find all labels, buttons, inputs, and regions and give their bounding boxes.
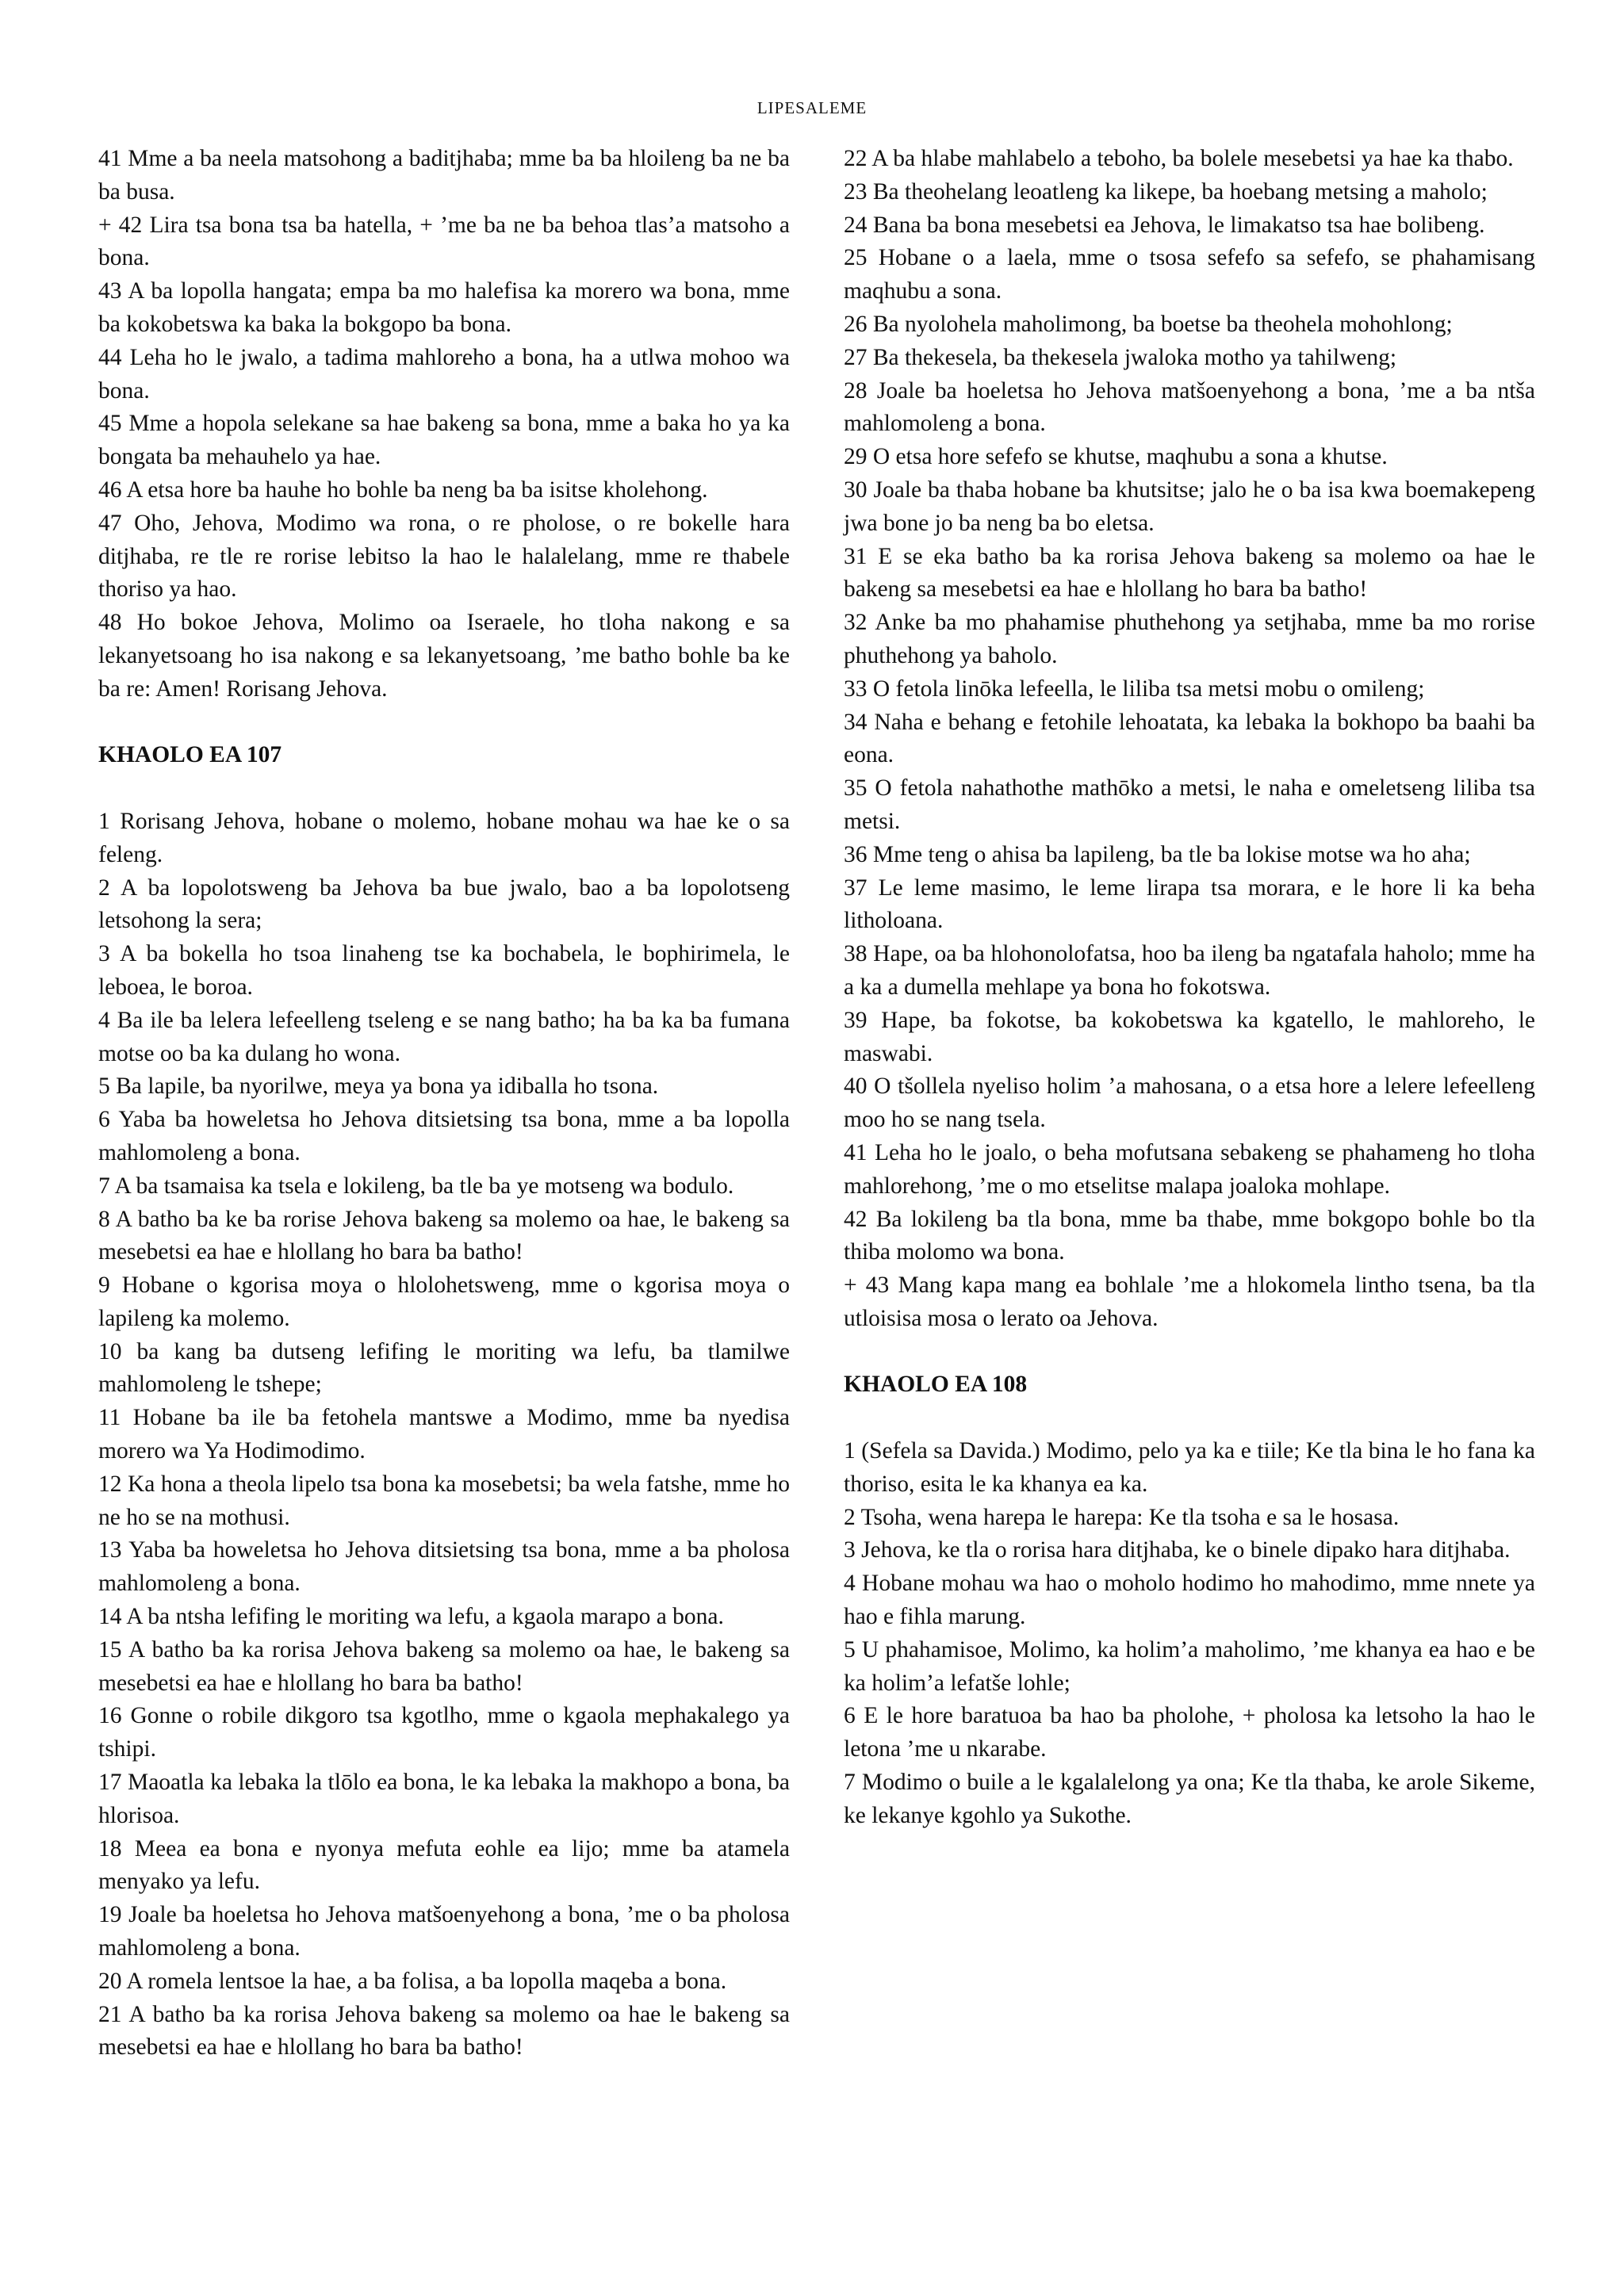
verse: 4 Hobane mohau wa hao o moholo hodimo ho mahodimo, mme nnete ya hao e fihla marung. — [844, 1571, 1535, 1630]
verse: 30 Joale ba thaba hobane ba khutsitse; jalo he o ba isa kwa boemakepeng jwa bone jo ba neng ba bo eletsa. — [844, 476, 1535, 536]
verses-block-right-top — [844, 143, 1535, 1336]
verse: 43 A ba lopolla hangata; empa ba mo halefisa ka morero wa bona, mme ba kokobetswa ka baka la bokgopo ba bona. — [98, 278, 790, 337]
verse: 3 Jehova, ke tla o rorisa hara ditjhaba, ke o binele dipako hara ditjhaba. — [844, 1537, 1511, 1563]
verses-block-left-top — [98, 143, 790, 706]
verse: + 43 Mang kapa mang ea bohlale ’me a hlokomela lintho tsena, ba tla utloisisa mosa o lerato oa Jehova. — [844, 1272, 1535, 1331]
verse: 5 U phahamisoe, Molimo, ka holim’a maholimo, ’me khanya ea hao e be ka holim’a lefatše lohle; — [844, 1636, 1535, 1696]
verse: 2 A ba lopolotsweng ba Jehova ba bue jwalo, bao a ba lopolotseng letsohong la sera; — [98, 874, 790, 934]
verse: 46 A etsa hore ba hauhe ho bohle ba neng ba ba isitse kholehong. — [98, 476, 708, 503]
verse: 1 (Sefela sa Davida.) Modimo, pelo ya ka e tiile; Ke tla bina le ho fana ka thoriso, esita le ka khanya ea ka. — [844, 1438, 1535, 1497]
right-column — [844, 143, 1535, 1833]
verse: 38 Hape, oa ba hlohonolofatsa, hoo ba ileng ba ngatafala haholo; mme ha a ka a dumella mehlape ya bona ho fokotswa. — [844, 941, 1535, 1000]
verse: 7 Modimo o buile a le kgalalelong ya ona; Ke tla thaba, ke arole Sikeme, ke lekanye kgohlo ya Sukothe. — [844, 1770, 1535, 1828]
verse: 6 E le hore baratuoa ba hao ba pholohe, + pholosa ka letsoho la hao le letona ’me u nkarabe. — [844, 1703, 1535, 1762]
verses-block-left-bottom — [98, 806, 790, 2064]
verse: 5 Ba lapile, ba nyorilwe, meya ya bona ya idiballa ho tsona. — [98, 1073, 659, 1100]
verse: 8 A batho ba ke ba rorise Jehova bakeng sa molemo oa hae, le bakeng sa mesebetsi ea hae e hlollang ho bara ba batho! — [98, 1206, 790, 1265]
verse: 21 A batho ba ka rorisa Jehova bakeng sa molemo oa hae le bakeng sa mesebetsi ea hae e hlollang ho bara ba batho! — [98, 2001, 790, 2061]
verse: 6 Yaba ba howeletsa ho Jehova ditsietsing tsa bona, mme a ba lopolla mahlomoleng a bona. — [98, 1107, 790, 1165]
chapter-heading: KHAOLO EA 108 — [844, 1372, 1028, 1398]
verse: 37 Le leme masimo, le leme lirapa tsa morara, e le hore li ka beha litholoana. — [844, 874, 1535, 934]
verse: 2 Tsoha, wena harepa le harepa: Ke tla tsoha e sa le hosasa. — [844, 1504, 1400, 1530]
verse: 35 O fetola nahathothe mathōko a metsi, le naha e omeletseng liliba tsa metsi. — [844, 775, 1535, 834]
verses-block-right-bottom — [844, 1435, 1535, 1833]
verse: 44 Leha ho le jwalo, a tadima mahloreho a bona, ha a utlwa mohoo wa bona. — [98, 344, 790, 404]
verse: 14 A ba ntsha lefifing le moriting wa lefu, a kgaola marapo a bona. — [98, 1604, 724, 1630]
verse: 1 Rorisang Jehova, hobane o molemo, hobane mohau wa hae ke o sa feleng. — [98, 808, 790, 867]
verse: 25 Hobane o a laela, mme o tsosa sefefo sa sefefo, se phahamisang maqhubu a sona. — [844, 245, 1535, 304]
verse: 13 Yaba ba howeletsa ho Jehova ditsietsing tsa bona, mme a ba pholosa mahlomoleng a bona. — [98, 1537, 790, 1597]
verse: 16 Gonne o robile dikgoro tsa kgotlho, mme o kgaola mephakalego ya tshipi. — [98, 1703, 790, 1762]
verse: 48 Ho bokoe Jehova, Molimo oa Iseraele, ho tloha nakong e sa lekanyetsoang ho isa nakong e sa lekanyetsoang, ’me batho bohle ba ke ba re: Amen! Rorisang Jehova. — [98, 610, 790, 702]
verse: 33 O fetola linōka lefeella, le liliba tsa metsi mobu o omileng; — [844, 675, 1425, 702]
verse: 32 Anke ba mo phahamise phuthehong ya setjhaba, mme ba mo rorise phuthehong ya baholo. — [844, 610, 1535, 668]
verse: 28 Joale ba hoeletsa ho Jehova matšoenyehong a bona, ’me a ba ntša mahlomoleng a bona. — [844, 377, 1535, 437]
verse: 11 Hobane ba ile ba fetohela mantswe a Modimo, mme ba nyedisa morero wa Ya Hodimodimo. — [98, 1405, 790, 1464]
verse: 23 Ba theohelang leoatleng ka likepe, ba hoebang metsing a maholo; — [844, 178, 1488, 205]
verse: 19 Joale ba hoeletsa ho Jehova matšoenyehong a bona, ’me o ba pholosa mahlomoleng a bona. — [98, 1902, 790, 1961]
verse: 27 Ba thekesela, ba thekesela jwaloka motho ya tahilweng; — [844, 344, 1397, 370]
verse: 41 Mme a ba neela matsohong a baditjhaba; mme ba ba hloileng ba ne ba ba busa. — [98, 146, 790, 205]
verse: 36 Mme teng o ahisa ba lapileng, ba tle ba lokise motse wa ho aha; — [844, 841, 1471, 867]
verse: 18 Meea ea bona e nyonya mefuta eohle ea lijo; mme ba atamela menyako ya lefu. — [98, 1835, 790, 1895]
verse: 9 Hobane o kgorisa moya o hlolohetsweng, mme o kgorisa moya o lapileng ka molemo. — [98, 1272, 790, 1331]
running-header: LIPESALEME — [756, 98, 868, 117]
verse: 31 E se eka batho ba ka rorisa Jehova bakeng sa molemo oa hae le bakeng sa mesebetsi ea hae e hlollang ho bara ba batho! — [844, 543, 1535, 603]
chapter-heading: KHAOLO EA 107 — [98, 742, 282, 768]
verse: 20 A romela lentsoe la hae, a ba folisa, a ba lopolla maqeba a bona. — [98, 1968, 727, 1994]
verse: 15 A batho ba ka rorisa Jehova bakeng sa molemo oa hae, le bakeng sa mesebetsi ea hae e hlollang ho bara ba batho! — [98, 1636, 790, 1696]
verse: 3 A ba bokella ho tsoa linaheng tse ka bochabela, le bophirimela, le leboea, le boroa. — [98, 941, 790, 1000]
verse: 42 Ba lokileng ba tla bona, mme ba thabe, mme bokgopo bohle bo tla thiba molomo wa bona. — [844, 1206, 1535, 1265]
verse: 10 ba kang ba dutseng lefifing le moriting wa lefu, ba tlamilwe mahlomoleng le tshepe; — [98, 1338, 790, 1398]
verse: 22 A ba hlabe mahlabelo a teboho, ba bolele mesebetsi ya hae ka thabo. — [844, 146, 1514, 171]
verse: 47 Oho, Jehova, Modimo wa rona, o re pholose, o re bokelle hara ditjhaba, re tle re rorise lebitso la hao le halalelang, mme re thabele thoriso ya hao. — [98, 510, 790, 603]
verse: 7 A ba tsamaisa ka tsela e lokileng, ba tle ba ye motseng wa bodulo. — [98, 1173, 734, 1199]
verse: 45 Mme a hopola selekane sa hae bakeng sa bona, mme a baka ho ya ka bongata ba mehauhelo ya hae. — [98, 411, 790, 470]
verse: 4 Ba ile ba lelera lefeelleng tseleng e se nang batho; ha ba ka ba fumana motse oo ba ka dulang ho wona. — [98, 1007, 790, 1066]
verse: 17 Maoatla ka lebaka la tlōlo ea bona, le ka lebaka la makhopo a bona, ba hlorisoa. — [98, 1770, 790, 1828]
verse: 34 Naha e behang e fetohile lehoatata, ka lebaka la bokhopo ba baahi ba eona. — [844, 709, 1535, 768]
verse: 12 Ka hona a theola lipelo tsa bona ka mosebetsi; ba wela fatshe, mme ho ne ho se na mothusi. — [98, 1471, 790, 1530]
left-column — [98, 143, 790, 2064]
verse: 39 Hape, ba fokotse, ba kokobetswa ka kgatello, le mahloreho, le maswabi. — [844, 1007, 1535, 1066]
verse: + 42 Lira tsa bona tsa ba hatella, + ’me ba ne ba behoa tlas’a matsoho a bona. — [98, 212, 790, 271]
verse: 24 Bana ba bona mesebetsi ea Jehova, le limakatso tsa hae bolibeng. — [844, 212, 1485, 238]
verse: 29 O etsa hore sefefo se khutse, maqhubu a sona a khutse. — [844, 444, 1388, 470]
verse: 26 Ba nyolohela maholimong, ba boetse ba theohela mohohlong; — [844, 311, 1453, 337]
verse: 41 Leha ho le joalo, o beha mofutsana sebakeng se phahameng ho tloha mahlorehong, ’me o mo etselitse malapa joaloka mohlape. — [844, 1139, 1535, 1199]
verse: 40 O tšollela nyeliso holim ’a mahosana, o a etsa hore a lelere lefeelleng moo ho se nang tsela. — [844, 1073, 1535, 1133]
